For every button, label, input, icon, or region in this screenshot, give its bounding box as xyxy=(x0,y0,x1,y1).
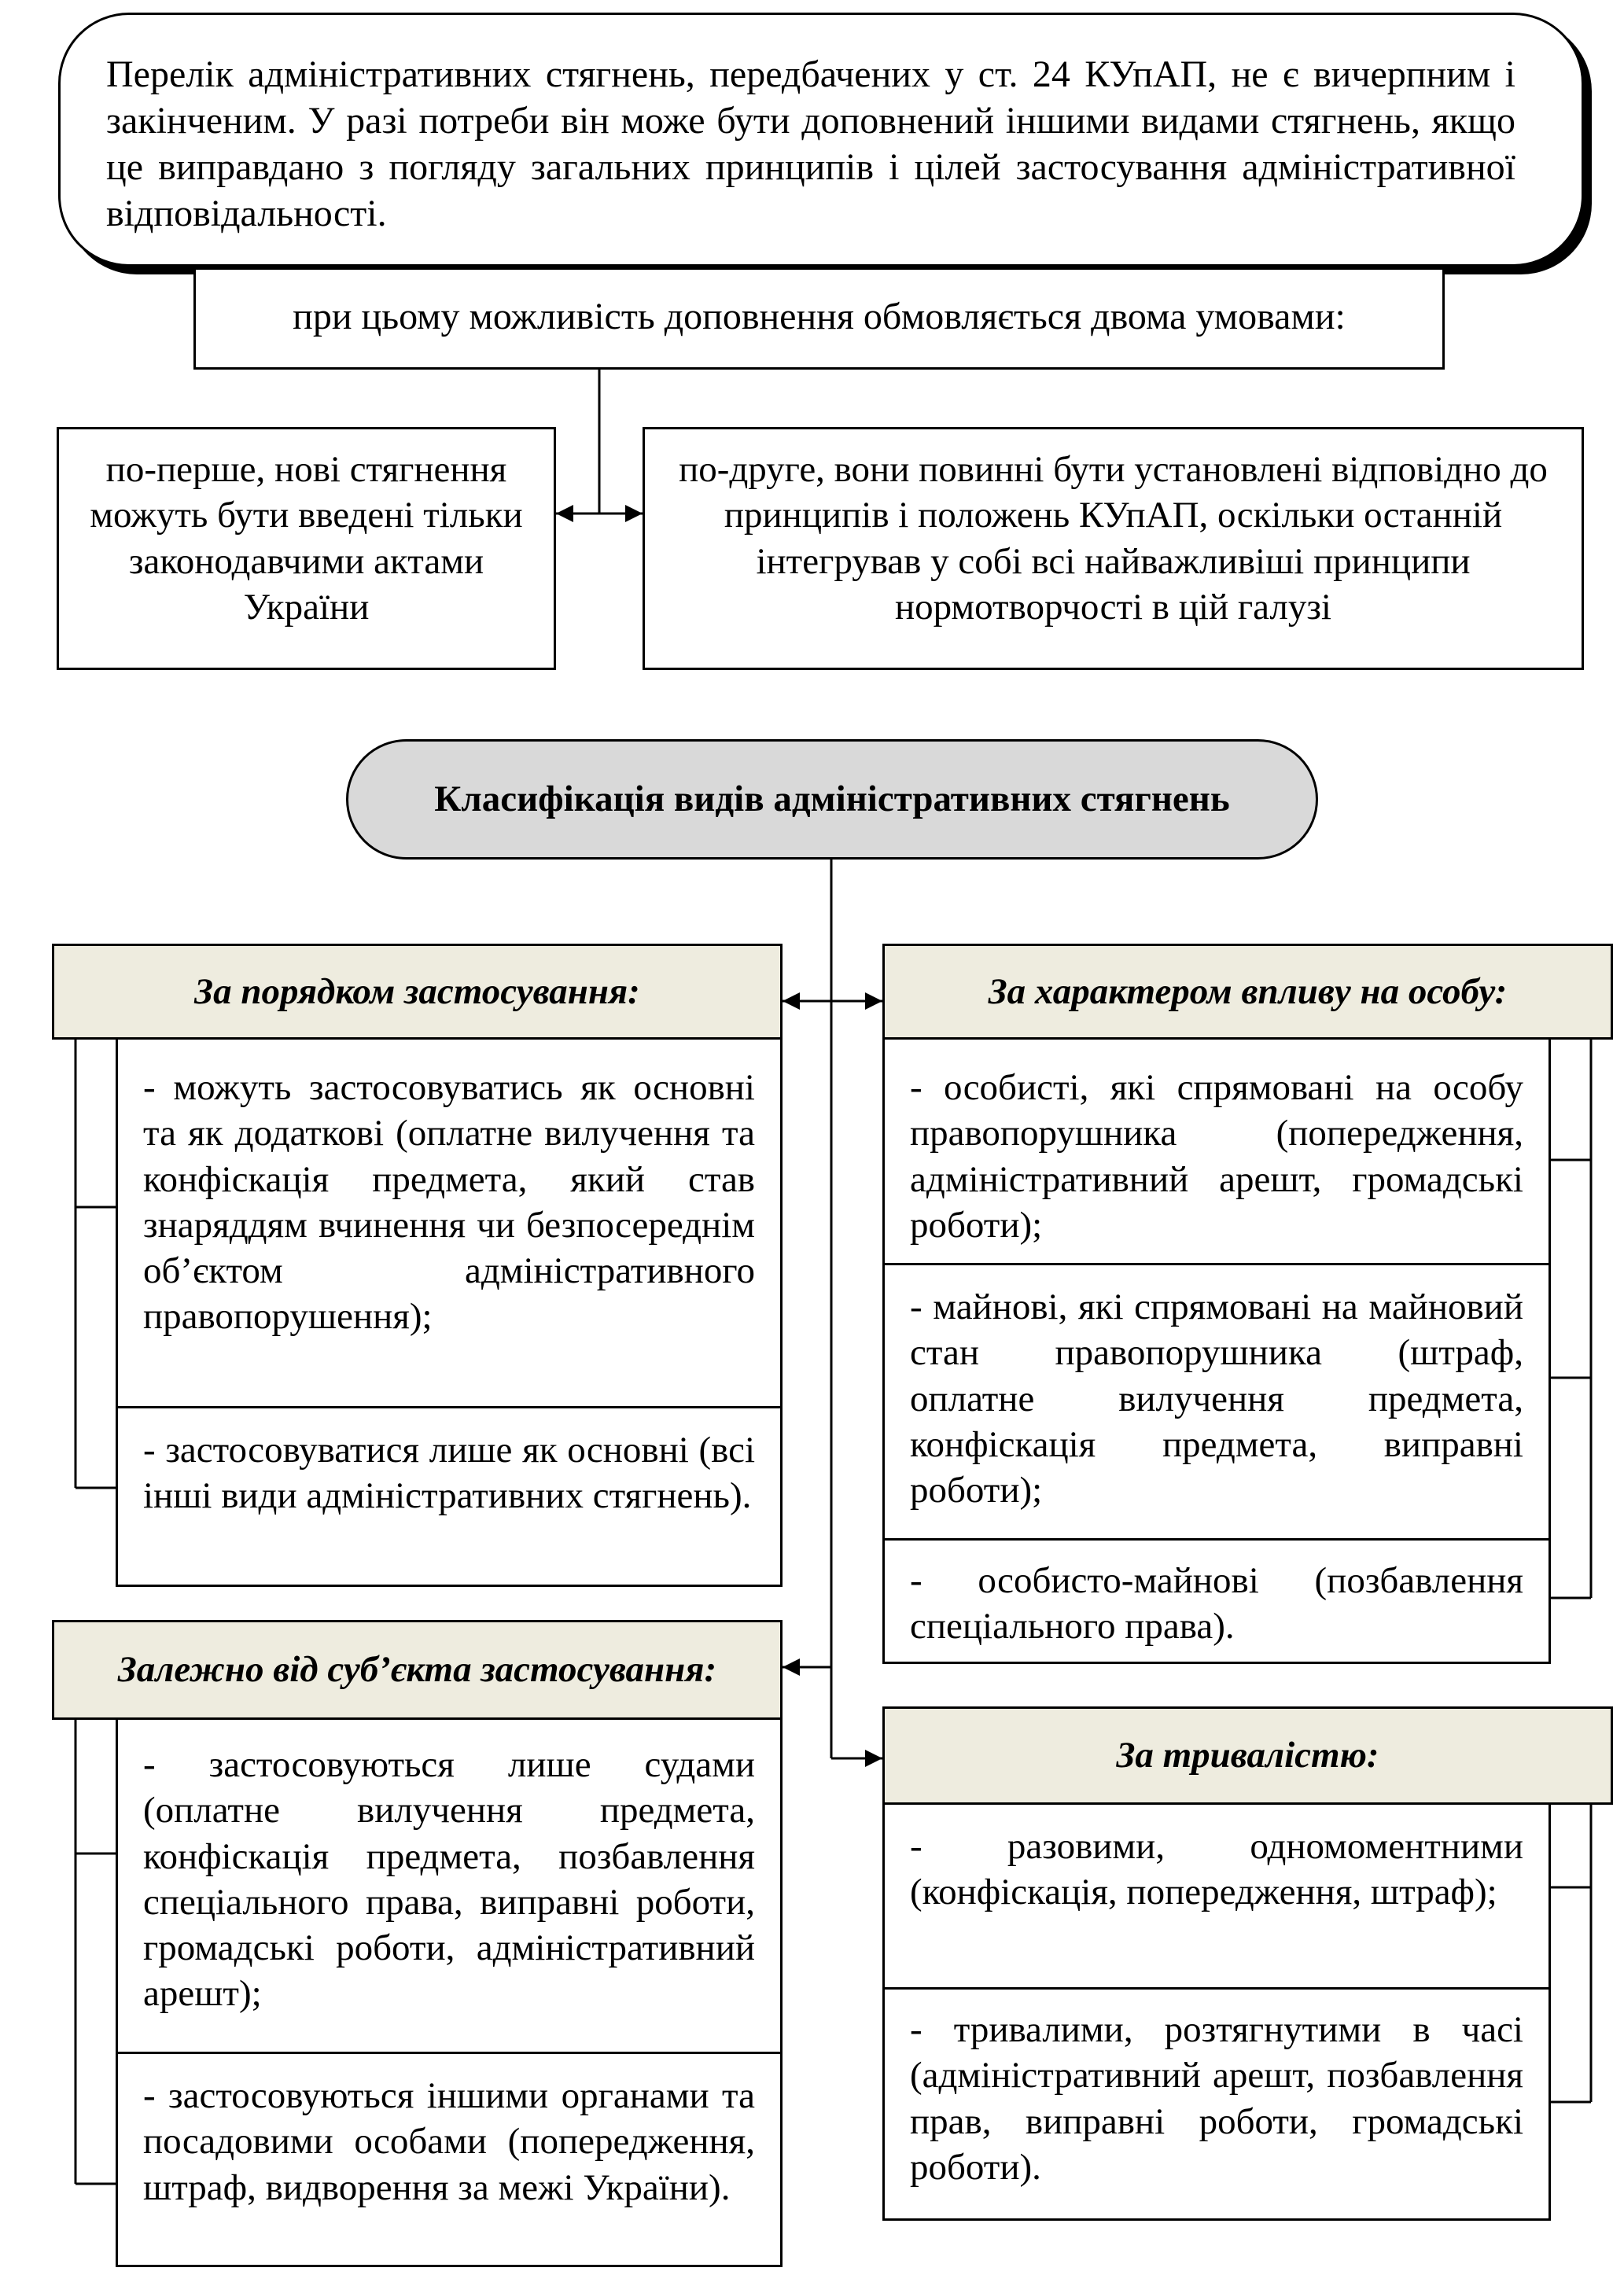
subject-item-text: - застосовуються іншими органами та посадовими особами (попередження, штраф, видворення за межі України). xyxy=(143,2075,755,2208)
impact-item xyxy=(882,1037,1551,1265)
subject-heading xyxy=(52,1620,783,1720)
subject-heading-text: Залежно від суб’єкта застосування: xyxy=(117,1649,717,1691)
duration-item-text: - тривалими, розтягнутими в часі (адміністративний арешт, позбавлення прав, виправні роботи, громадські роботи). xyxy=(910,2009,1523,2188)
order-heading xyxy=(52,944,783,1040)
subject-item-text: - застосовуються лише судами (оплатне вилучення предмета, конфіскація предмета, позбавлення спеціального права, виправні роботи, громадські роботи, адміністративний арешт); xyxy=(143,1744,755,2015)
subject-item xyxy=(116,2052,783,2267)
duration-item xyxy=(882,1802,1551,1990)
classification-title xyxy=(346,739,1318,860)
classification-title-text: Класифікація видів адміністративних стягнень xyxy=(434,779,1230,820)
subject-item xyxy=(116,1717,783,2054)
duration-item xyxy=(882,1987,1551,2221)
duration-item-text: - разовими, одномоментними (конфіскація, попередження, штраф); xyxy=(910,1826,1523,1913)
impact-heading xyxy=(882,944,1613,1040)
order-item-text: - можуть застосовуватись як основні та як додаткові (оплатне вилучення та конфіскація предмета, який став знаряддям вчинення чи безпосереднім об’єктом адміністративного правопорушення); xyxy=(143,1067,755,1338)
order-item xyxy=(116,1406,783,1587)
impact-item xyxy=(882,1263,1551,1541)
impact-item xyxy=(882,1538,1551,1664)
impact-item-text: - майнові, які спрямовані на майновий стан правопорушника (штраф, оплатне вилучення предмета, конфіскація предмета, виправні роботи); xyxy=(910,1287,1523,1511)
order-item-text: - застосовуватися лише як основні (всі інші види адміністративних стягнень). xyxy=(143,1430,755,1517)
first-condition-text: по-перше, нові стягнення можуть бути введені тільки законодавчими актами України xyxy=(90,449,523,628)
order-heading-text: За порядком застосування: xyxy=(194,970,640,1012)
duration-heading-text: За тривалістю: xyxy=(1116,1735,1379,1776)
first-condition-box xyxy=(57,427,556,670)
second-condition-box xyxy=(643,427,1584,670)
duration-heading xyxy=(882,1706,1613,1805)
impact-item-text: - особисто-майнові (позбавлення спеціального права). xyxy=(910,1560,1523,1647)
order-item xyxy=(116,1037,783,1408)
second-condition-text: по-друге, вони повинні бути установлені відповідно до принципів і положень КУпАП, оскільки останній інтегрував у собі всі найважливіші принципи нормотворчості в цій галузі xyxy=(679,449,1548,628)
conditions-text: при цьому можливість доповнення обмовляється двома умовами: xyxy=(293,296,1346,337)
conditions-box xyxy=(193,267,1445,370)
impact-item-text: - особисті, які спрямовані на особу правопорушника (попередження, адміністративний арешт, громадські роботи); xyxy=(910,1067,1523,1246)
impact-heading-text: За характером впливу на особу: xyxy=(988,970,1508,1012)
intro-text: Перелік адміністративних стягнень, передбачених у ст. 24 КУпАП, не є вичерпним і закінченим. У разі потреби він може бути доповнений іншими видами стягнень, якщо це виправдано з погляду загальних принципів і цілей застосування адміністративної відповідальності. xyxy=(106,53,1515,235)
intro-box xyxy=(58,13,1584,267)
